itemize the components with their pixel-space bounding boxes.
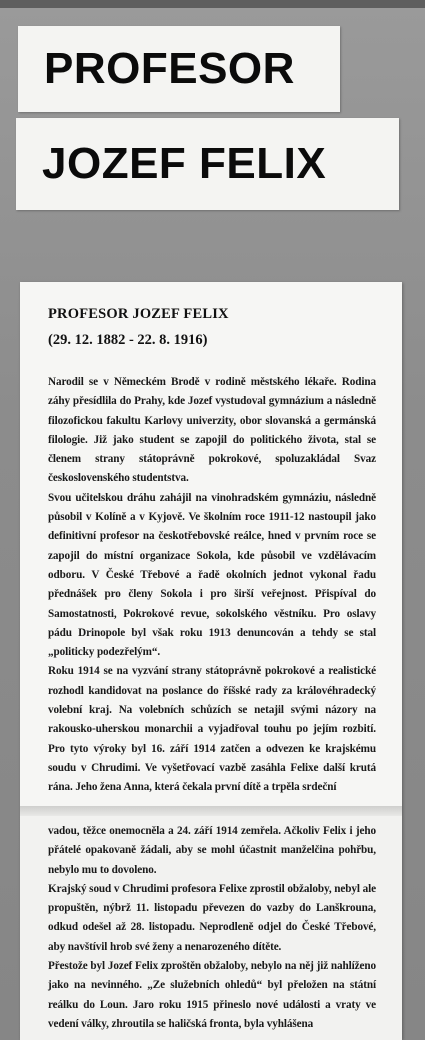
biography-sheet-continued — [20, 816, 402, 1040]
document-heading: PROFESOR JOZEF FELIX — [48, 306, 229, 322]
title-card-text: PROFESOR — [44, 44, 295, 93]
sheet-join-shadow — [20, 806, 402, 816]
board-top-edge — [0, 0, 425, 8]
paragraph: vadou, těžce onemocněla a 24. září 1914 zemřela. Ačkoliv Felix i jeho přátelé opakovaně žádali, aby se mohl účastnit manželčina pohřbu, nebylo mu to dovoleno. — [48, 825, 376, 876]
title-card-name — [16, 118, 399, 210]
paragraph: Přestože byl Jozef Felix zproštěn obžaloby, nebylo na něj již nahlíženo jako na nevinného. „Ze služebních ohledů“ byl přeložen na státní reálku do Loun. Jaro roku 1915 přineslo nové události a vraty ve vedení války, zhroutila se haličská fronta, byla vyhlášena — [48, 960, 376, 1030]
paragraph: Svou učitelskou dráhu zahájil na vinohradském gymnáziu, následně působil v Kolíně a v Kyjově. Ve školním roce 1911-12 nastoupil jako definitivní profesor na českotřebovské reálce, hned v prvním roce se zapojil do místní organizace Sokola, kde působil ve vzdělávacím odboru. V České Třebové a řadě okolních jednot vykonal řadu přednášek pro členy Sokola i pro širší veřejnost. Přispíval do Samostatnosti, Pokrokové revue, sokolského věstníku. Pro oslavy pádu Drinopole byl však roku 1913 denuncován a tehdy se stal „politicky podezřelým“. — [48, 491, 376, 659]
paragraph: Roku 1914 se na vyzvání strany státoprávně pokrokové a realistické rozhodl kandidovat na poslance do říšské rady za královéhradecký volební kraj. Na volebních schůzích se netajil svými názory na rakousko-uherskou monarchii a vyjadřoval touhu po jejím rozbití. Pro tyto výroky byl 16. září 1914 zatčen a odvezen ke krajskému soudu v Chrudimi. Ve vyšetřovací vazbě zasáhla Felixe další krutá rána. Jeho žena Anna, která čekala první dítě a trpěla srdeční — [48, 665, 376, 794]
paragraph: Krajský soud v Chrudimi profesora Felixe zprostil obžaloby, nebyl ale propuštěn, nýbrž 11. listopadu převezen do vazby do Lanškrouna, odkud odešel až 28. listopadu. Neprodleně odjel do České Třebové, aby navštívil hrob své ženy a nenarozeného dítěte. — [48, 882, 376, 953]
paragraph: Narodil se v Německém Brodě v rodině městského lékaře. Rodina záhy přesídlila do Prahy, kde Jozef vystudoval gymnázium a následně filozofickou fakultu Karlovy univerzity, obor slovanská a germánská filologie. Již jako student se zapojil do politického života, stal se členem strany státoprávně pokrokové, spoluzakládal Svaz československého studentstva. — [48, 376, 376, 485]
title-card-profesor — [18, 26, 340, 112]
document-dates: (29. 12. 1882 - 22. 8. 1916) — [48, 332, 208, 348]
title-card-text: JOZEF FELIX — [42, 139, 327, 188]
